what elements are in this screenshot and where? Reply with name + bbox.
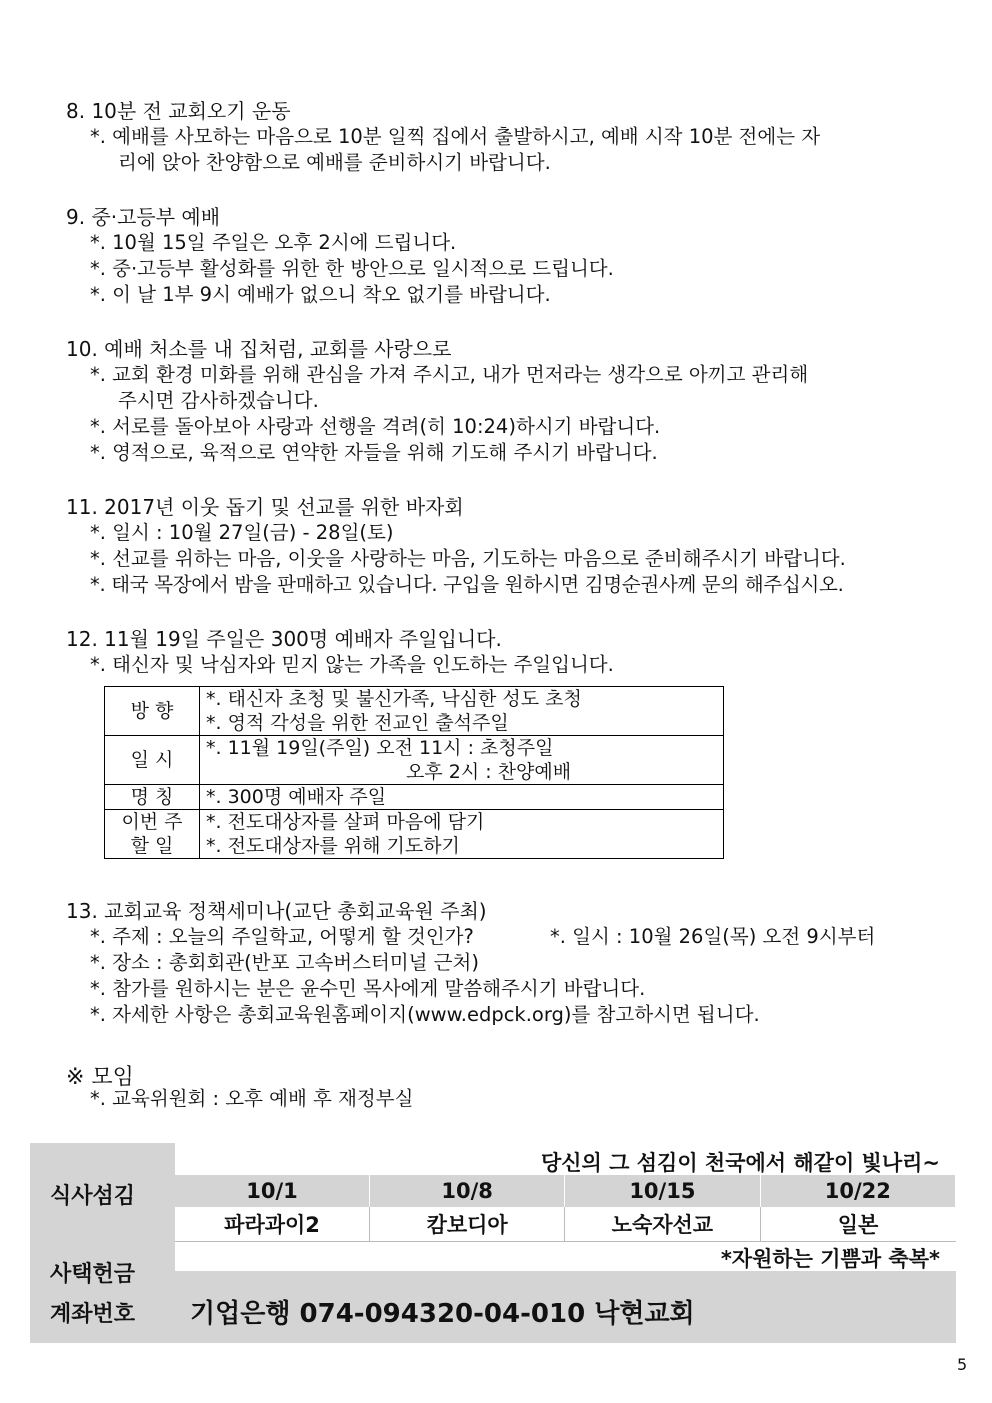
row-label-line: 이번 주 [121,811,183,833]
slogan: 당신의 그 섬김이 천국에서 해같이 빛나리~ [540,1151,940,1175]
section-13 [66,898,956,1028]
schedule-date: 10/22 [760,1175,955,1207]
list-item: *. 선교를 위하는 마음, 이웃을 사랑하는 마음, 기도하는 마음으로 준비해주시기 바랍니다. [90,547,846,570]
row-line: *. 전도대상자를 위해 기도하기 [206,835,460,857]
blessing-text: *자원하는 기쁨과 축복* [720,1247,940,1271]
row-line: *. 11월 19일(주일) 오전 11시 : 초청주일 [206,737,554,759]
list-item: *. 태신자 및 낙심자와 믿지 않는 가족을 인도하는 주일입니다. [90,653,614,676]
list-item: *. 참가를 원하시는 분은 윤수민 목사에게 말씀해주시기 바랍니다. [90,977,646,1000]
row-content [200,736,724,785]
item-line: *. 교회 환경 미화를 위해 관심을 가져 주시고, 내가 먼저라는 생각으로 아끼고 관리해 [90,363,809,386]
list-item: *. 10월 15일 주일은 오후 2시에 드립니다. [90,231,457,254]
table-row [175,1175,956,1207]
item-line-continued: 주시면 감사하겠습니다. [118,389,319,412]
row-content [200,785,724,810]
list-item: *. 이 날 1부 9시 예배가 없으니 착오 없기를 바랍니다. [90,283,551,306]
meeting-title: ※ 모임 [66,1065,134,1090]
schedule-group: 파라과이2 [175,1207,370,1242]
list-item: *. 일시 : 10월 27일(금) - 28일(토) [90,521,394,544]
row-line: *. 태신자 초청 및 불신가족, 낙심한 성도 초청 [206,688,582,710]
section-11 [66,494,956,598]
section-title: 8. 10분 전 교회오기 운동 [66,99,291,123]
section-10 [66,336,956,466]
table-row [105,785,724,810]
table-row [105,810,724,859]
table-row [175,1207,956,1242]
list-item [66,362,956,414]
list-item [66,924,956,950]
list-item [66,124,956,176]
row-line: *. 300명 예배자 주일 [206,786,387,808]
account-number: 기업은행 074-094320-04-010 낙현교회 [190,1299,695,1329]
list-item: *. 영적으로, 육적으로 연약한 자들을 위해 기도해 주시기 바랍니다. [90,441,658,464]
section-title: 9. 중·고등부 예배 [66,205,221,229]
schedule-date: 10/1 [175,1175,370,1207]
schedule-date: 10/8 [370,1175,565,1207]
list-item: *. 중·고등부 활성화를 위한 한 방안으로 일시적으로 드립니다. [90,257,614,280]
meeting-section [66,1086,956,1112]
service-box [30,1143,956,1343]
item-line-continued: 리에 앉아 찬양함으로 예배를 준비하시기 바랍니다. [118,151,551,174]
section-title: 13. 교회교육 정책세미나(교단 총회교육원 주최) [66,899,487,923]
row-label: 명 칭 [105,785,200,810]
table-row [105,736,724,785]
worship-info-table [104,686,724,859]
row-line: *. 영적 각성을 위한 전교인 출석주일 [206,712,509,734]
item-date: *. 일시 : 10월 26일(목) 오전 9시부터 [550,925,876,948]
schedule-date: 10/15 [565,1175,760,1207]
section-title: 11. 2017년 이웃 돕기 및 선교를 위한 바자회 [66,495,464,519]
offering-label: 사택헌금 [50,1262,136,1287]
item-line: *. 예배를 사모하는 마음으로 10분 일찍 집에서 출발하시고, 예배 시작 10분 전에는 자 [90,125,821,148]
meal-schedule [175,1175,956,1242]
page-number: 5 [957,1355,968,1374]
meal-label: 식사섬김 [50,1184,136,1209]
section-title: 10. 예배 처소를 내 집처럼, 교회를 사랑으로 [66,337,452,361]
section-12 [66,626,956,678]
row-label: 일 시 [105,736,200,785]
row-label-line: 할 일 [130,835,174,857]
row-content [200,687,724,736]
schedule-group: 캄보디아 [370,1207,565,1242]
row-line: 오후 2시 : 찬양예배 [406,761,572,783]
list-item: *. 서로를 돌아보아 사랑과 선행을 격려(히 10:24)하시기 바랍니다. [90,415,661,438]
row-content [200,810,724,859]
row-label: 방 향 [105,687,200,736]
item-topic: *. 주제 : 오늘의 주일학교, 어떻게 할 것인가? [90,925,474,948]
table-row [105,687,724,736]
account-label: 계좌번호 [50,1302,136,1327]
schedule-group: 일본 [760,1207,955,1242]
row-line: *. 전도대상자를 살펴 마음에 담기 [206,811,485,833]
list-item: *. 자세한 사항은 총회교육원홈페이지(www.edpck.org)를 참고하시면 됩니다. [90,1003,760,1026]
service-panel [175,1143,956,1271]
row-label [105,810,200,859]
section-title: 12. 11월 19일 주일은 300명 예배자 주일입니다. [66,627,502,651]
section-8 [66,98,956,176]
section-9 [66,204,956,308]
list-item: *. 교육위원회 : 오후 예배 후 재정부실 [90,1087,414,1110]
schedule-group: 노숙자선교 [565,1207,760,1242]
list-item: *. 장소 : 총회회관(반포 고속버스터미널 근처) [90,951,479,974]
list-item: *. 태국 목장에서 밤을 판매하고 있습니다. 구입을 원하시면 김명순권사께 문의 해주십시오. [90,573,844,596]
